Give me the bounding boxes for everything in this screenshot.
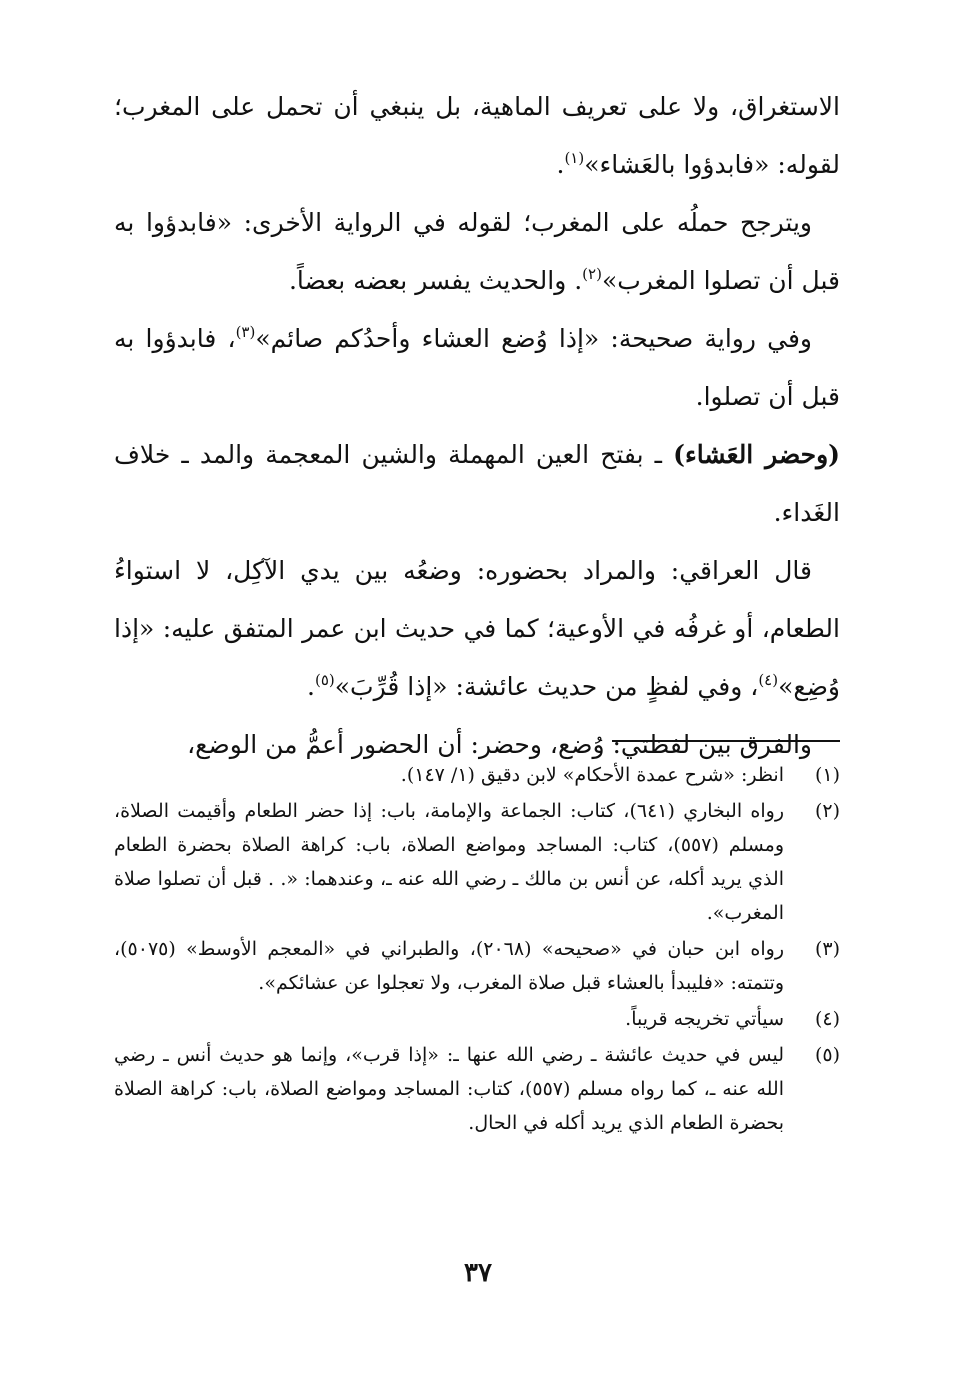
- footnote-ref-2[interactable]: (٢): [582, 265, 602, 283]
- footnote-1: [114, 758, 840, 792]
- paragraph-3: وفي رواية صحيحة: «إذا وُضع العشاء وأحدُكم صائم»$^{(٣)}$، فابدؤوا به قبل أن تصلوا.: [114, 323, 840, 411]
- footnote-number: (٥): [814, 1044, 840, 1066]
- footnote-separator: [612, 740, 840, 742]
- footnote-3: [114, 932, 840, 1000]
- footnote-4: [114, 1002, 840, 1036]
- footnote-ref-1[interactable]: (١): [564, 149, 585, 167]
- footnote-number: (١): [814, 764, 840, 786]
- paragraph-2: ويترجح حملُه على المغرب؛ لقوله في الرواية الأخرى: «فابدؤوا به قبل أن تصلوا المغرب»$^{(٢)}$. والحديث يفسر بعضه بعضاً.: [114, 208, 840, 295]
- footnote-ref-5[interactable]: (٥): [314, 671, 335, 689]
- paragraph-1: الاستغراق، ولا على تعريف الماهية، بل ينبغي أن تحمل على المغرب؛ لقوله: «فابدؤوا بالعَشاء»$^{(١)}$.: [114, 92, 840, 179]
- footnote-number: (٤): [814, 1008, 840, 1030]
- footnote-2: [114, 794, 840, 930]
- footnote-number: (٢): [814, 800, 840, 822]
- footnote-text: رواه ابن حبان في «صحيحه» (٢٠٦٨)، والطبراني في «المعجم الأوسط» (٥٠٧٥)، وتتمته: «فليبدأ بالعشاء قبل صلاة المغرب، ولا تعجلوا عن عشائكم».: [114, 938, 784, 994]
- footnote-text: سيأتي تخريجه قريباً.: [625, 1008, 784, 1030]
- footnote-5: [114, 1038, 840, 1140]
- paragraph-4: (وحضر العَشاء) ـ بفتح العين المهملة والشين المعجمة والمد ـ خلاف الغَداء.: [114, 440, 840, 527]
- footnote-ref-3[interactable]: (٣): [235, 323, 256, 341]
- main-text: [114, 78, 840, 774]
- paragraph-6: والفرق بين لفظتي: وُضع، وحضر: أن الحضور أعمُّ من الوضع،: [187, 730, 812, 759]
- footnotes-section: [114, 758, 840, 1142]
- paragraph-5: قال العراقي: والمراد بحضوره: وضعُه بين يدي الآكِل، لا استواءُ الطعام، أو غرفُه في الأوعية؛ كما في حديث ابن عمر المتفق عليه: «إذا وُضِع»$^{(٤)}$، وفي لفظٍ من حديث عائشة: «إذا قُرِّبَ»$^{(٥)}$.: [114, 556, 840, 701]
- footnote-text: انظر: «شرح عمدة الأحكام» لابن دقيق (١/ ١٤٧).: [400, 764, 784, 786]
- footnote-text: رواه البخاري (٦٤١)، كتاب: الجماعة والإمامة، باب: إذا حضر الطعام وأقيمت الصلاة، ومسلم (٥٥٧)، كتاب: المساجد ومواضع الصلاة، باب: كراهة الصلاة بحضرة الطعام الذي يريد أكله، عن أنس بن مالك ـ رضي الله عنه ـ، وعندهما: «. . قبل أن تصلوا صلاة المغرب».: [114, 800, 784, 924]
- term-heading: (وحضر العَشاء): [673, 440, 840, 469]
- footnote-ref-4[interactable]: (٤): [758, 671, 779, 689]
- footnote-text: ليس في حديث عائشة ـ رضي الله عنها ـ: «إذا قرب»، وإنما هو حديث أنس ـ رضي الله عنه ـ، كما رواه مسلم (٥٥٧)، كتاب: المساجد ومواضع الصلاة، باب: كراهة الصلاة بحضرة الطعام الذي يريد أكله في الحال.: [114, 1044, 784, 1134]
- footnote-number: (٣): [814, 938, 840, 960]
- page-number: ٣٧: [464, 1258, 492, 1288]
